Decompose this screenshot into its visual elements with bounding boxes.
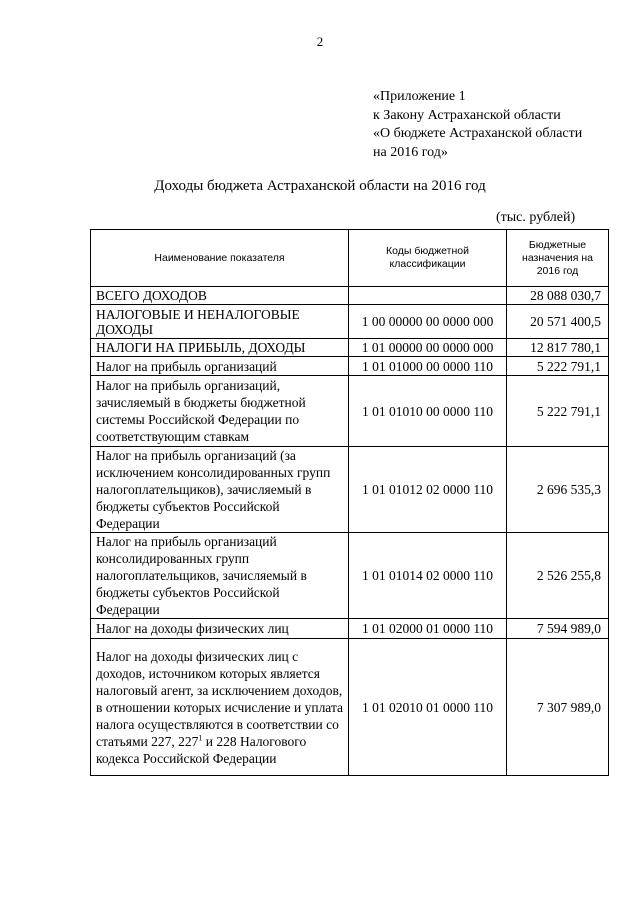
row-amount: 2 696 535,3: [507, 447, 609, 533]
document-title: Доходы бюджета Астраханской области на 2016 год: [154, 178, 486, 194]
row-name: ВСЕГО ДОХОДОВ: [91, 287, 349, 305]
row-name: [91, 639, 349, 776]
row-code: [349, 287, 507, 305]
annex-line-2: к Закону Астраханской области: [373, 107, 561, 123]
row-code: 1 01 01012 02 0000 110: [349, 447, 507, 533]
row-name: Налог на прибыль организаций (за исключением консолидированных групп налогоплательщиков), зачисляемый в бюджеты субъектов Российской Федерации: [91, 447, 349, 533]
row-amount: 20 571 400,5: [507, 305, 609, 339]
table-row: [91, 639, 609, 776]
annex-line-3: «О бюджете Астраханской области: [373, 126, 583, 141]
row-amount: 7 594 989,0: [507, 619, 609, 639]
row-amount: 12 817 780,1: [507, 339, 609, 357]
revenue-table: [90, 229, 609, 776]
units-note: (тыс. рублей): [496, 210, 576, 225]
page-number: 2: [316, 34, 324, 49]
table-row: [91, 305, 609, 339]
table-row: [91, 619, 609, 639]
annex-line-4: на 2016 год»: [373, 144, 448, 160]
row-amount: 5 222 791,1: [507, 357, 609, 376]
row-code: 1 01 02000 01 0000 110: [349, 619, 507, 639]
row-name-text: Налог на доходы физических лиц с доходов, источником которых является налоговый агент, за исключением доходов, в отношении которых исчисление и уплата налога осуществляются в соответствии со статьями 227, 227: [96, 648, 344, 749]
header-name: Наименование показателя: [91, 230, 349, 287]
header-code: [349, 230, 507, 287]
row-name: НАЛОГИ НА ПРИБЫЛЬ, ДОХОДЫ: [91, 339, 349, 357]
row-code: 1 01 01014 02 0000 110: [349, 533, 507, 619]
table-row: [91, 357, 609, 376]
table-row: [91, 447, 609, 533]
table-row: [91, 533, 609, 619]
row-name-text-end: и 228 Налогового кодекса Российской Федерации: [96, 733, 307, 766]
header-amount: Бюджетные назначения на 2016 год: [507, 230, 609, 287]
table-header-row: [91, 230, 609, 287]
row-name: Налог на прибыль организаций: [91, 357, 349, 376]
row-name: Налог на прибыль организаций, зачисляемый в бюджеты бюджетной системы Российской Федерации по соответствующим ставкам: [91, 376, 349, 447]
row-name: НАЛОГОВЫЕ И НЕНАЛОГОВЫЕ ДОХОДЫ: [91, 305, 349, 339]
row-name: Налог на доходы физических лиц: [91, 619, 349, 639]
table-row: [91, 376, 609, 447]
row-amount: 5 222 791,1: [507, 376, 609, 447]
table-row: [91, 287, 609, 305]
row-code: 1 01 01010 00 0000 110: [349, 376, 507, 447]
row-name-superscript: 1: [198, 733, 203, 742]
row-amount: 28 088 030,7: [507, 287, 609, 305]
row-code: 1 00 00000 00 0000 000: [349, 305, 507, 339]
row-amount: 7 307 989,0: [507, 639, 609, 776]
table-row: [91, 339, 609, 357]
header-code-text: Коды бюджетной классификации: [386, 245, 469, 270]
row-name: Налог на прибыль организаций консолидированных групп налогоплательщиков, зачисляемый в бюджеты субъектов Российской Федерации: [91, 533, 349, 619]
row-amount: 2 526 255,8: [507, 533, 609, 619]
row-code: 1 01 01000 00 0000 110: [349, 357, 507, 376]
row-code: 1 01 00000 00 0000 000: [349, 339, 507, 357]
annex-line-1: «Приложение 1: [373, 89, 466, 104]
annex-heading: [373, 88, 582, 162]
row-code: 1 01 02010 01 0000 110: [349, 639, 507, 776]
